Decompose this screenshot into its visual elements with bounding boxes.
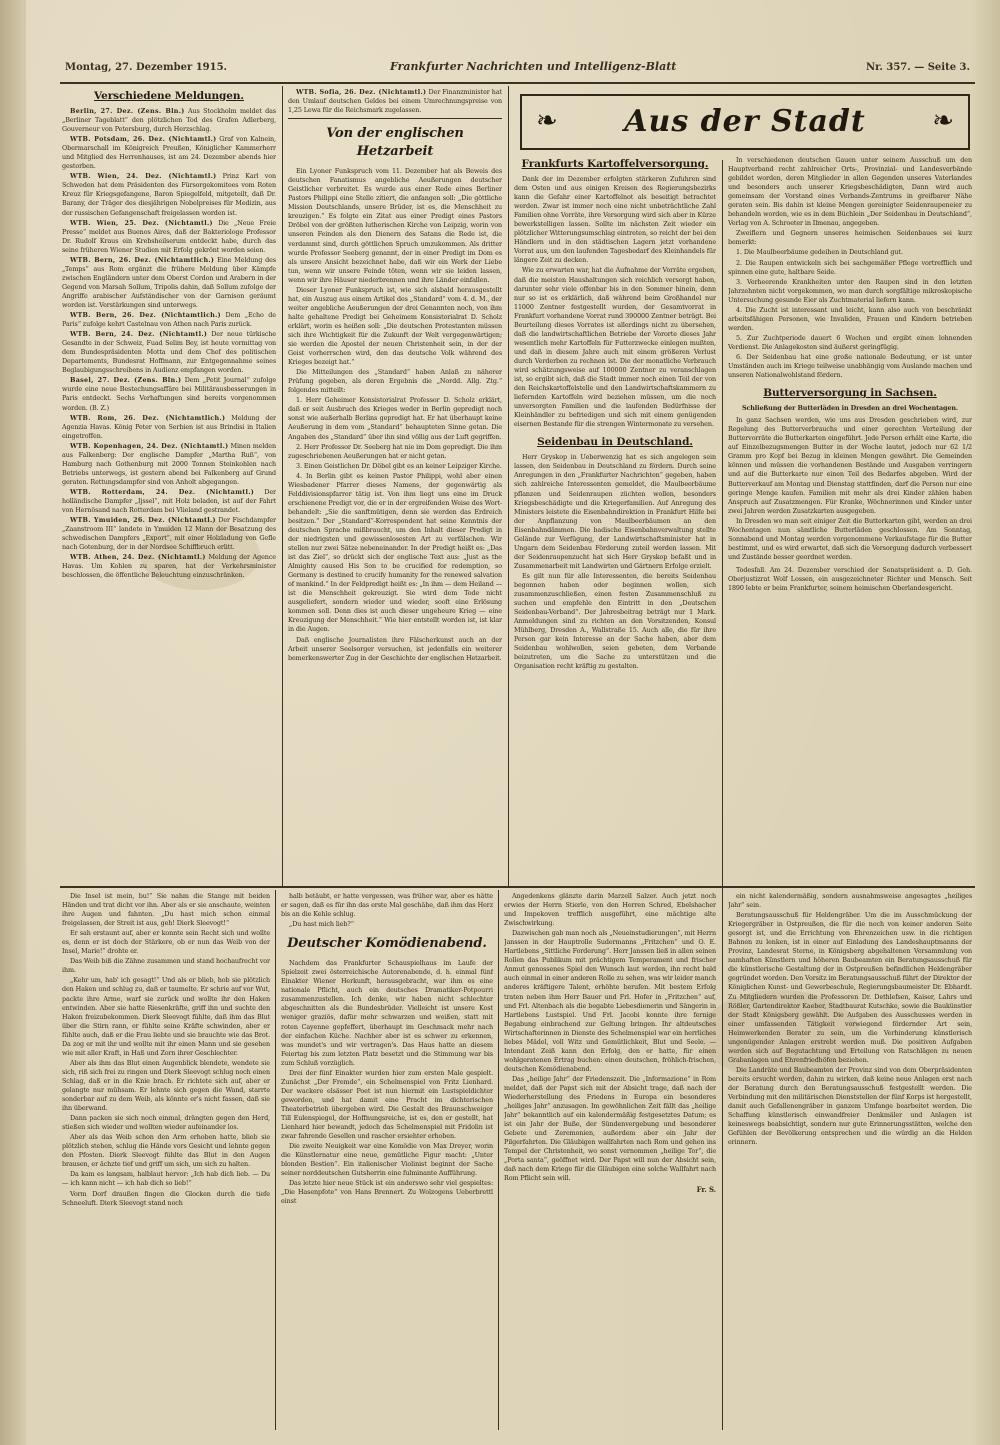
column-feuilleton-story <box>62 892 270 1432</box>
article-body <box>288 167 502 663</box>
story-quote: „Du hast mich lieb?“ <box>289 920 354 929</box>
news-item <box>62 311 276 329</box>
paragraph: Da kam es langsam, halblaut hervor: „Ich hab dich lieb. — Du — ich kann nicht — ich hab dich so lieb!“ <box>62 1170 270 1188</box>
horizontal-rule <box>60 886 975 888</box>
article-heading: Von der englischen Hetzarbeit <box>326 126 464 160</box>
paragraph: In ganz Sachsen werden, wie uns aus Dresden geschrieben wird, zur Regelung des Butterverbrauchs und einer gerechten Verteilung der Buttervorräte die Butterkarten eingeführt. Jede Person erhält eine Karte, die auf Einzelbezugsmengen Butter in der Woche lautet, jedoch nur 62 1/2 Gramm pro Kopf bei Bezug in kleinen Mengen gewährt. Die Gemeinden können und müssen die vorhandenen Bestände und Ausgaben verringern und auf die Butterkarte nur einen Teil des Bedarfes abgeben. Wird der Butterverkauf am Montag und Dienstag stattfinden, darf die Person nur eine geringe Menge kaufen. Familien mit mehr als drei Kinder zählen haben Anspruch auf Zusatzmengen. Für Kranke, Wöchnerinnen und Kinder unter zwei Jahren werden Zusatzkarten ausgegeben. <box>728 416 972 515</box>
paragraph: Nachdem das Frankfurter Schauspielhaus im Laufe der Spielzeit zwei österreichische Autorenabende, d. h. einmal fünf Einakter Wiener Herkunft, herausgebracht, war ihm es eine nationale Pflicht, auch ein deutsches Dramatiker-Potpourri zusammenzustellen. Ich denke, wir haben nicht schlechter abgeschnitten als die Bundesbrüder. Vielleicht ist unsere Kost weniger graziös, dafür mehr schwarzen und weißen, statt mit roten Cayenne gepfeffert, überhaupt im Geschmack mehr nach der einfachen Küche. Nachher aber ist es schwer zu erkennen, was mundet's und wir vertragen's. Das Haus hatte an diesem Feiertag bis zum letzten Platz besetzt und die Stimmung war bis zum Schluß vorzüglich. <box>281 959 493 1067</box>
column-komoedienabend-cont <box>504 892 716 1432</box>
paragraph: 4. Die Zucht ist interessant und leicht, kann also auch von beschränkt arbeitsfähigen Personen, wie Invaliden, Frauen und Kindern betrieben werden. <box>728 305 972 332</box>
paragraph: 4. In Berlin gibt es keinen Pastor Philippi, wohl aber einen Wiesbadener Pfarrer dieses Namens, der gegenwärtig als Felddivisionspfarrer tätig ist. Von ihm liegt uns eine im Druck erschienene Predigt vor, die er in der ergreifenden Weise des Wort-behandelt: „Sie die sanftmütigen, denn sie werden das Erdreich besitzen.“ Der „Standard“-Korrespondent hat seine Kenntnis der deutschen Sprache mißbraucht, um den Inhalt dieser Predigt in der niedrigsten und gewissenlosesten Art zu verfälschen. Wir stellen nur zwei Sätze nebeneinander. In der Predigt heißt es: „Das ist das Ziel“, so drückt sich der englische Text aus: „Just as the Almighty caused His Son to be crucified for redemption, so Germany is destined to crucify humanity for the renewed salvation of mankind.“ In der Feldpredigt heißt es: „In ihm — dem Heiland — ist die Menschheit gekreuzigt. Sie wird dem Tode nicht ausgeliefert, sondern wieder und wieder, sooft eine Erlösung kommen soll. Denn dies ist auch dieser ungeheure Krieg — eine Kreuzigung der Menschheit.“ Wie hier entstellt worden ist, ist klar in die Augen. <box>288 471 502 634</box>
paragraph: Die Landräte und Baubeamten der Provinz sind von dem Oberpräsidenten bereits ersucht worden, dahin zu wirken, daß keine neue Anlagen erst nach der Beratung durch den Beratungsausschuß festgestellt werden. Die Verbindung mit den militärischen Dienststellen der fünf Korps ist hergestellt, damit auch Gefallenengräber in ganzem Umfange bearbeitet werden. Die Schaffung künstlerisch einwandfreier Denkmäler und Anlagen ist keineswegs beabsichtigt, sondern nur gute Erinnerungsstätten, welche den Gefühlen der Bevölkerung entsprechen und die würdig an die Helden erinnern. <box>728 1065 972 1147</box>
column-rule <box>498 890 499 1430</box>
dateline: WTB. Kopenhagen, 24. Dez. (Nichtamtl.) <box>70 441 229 450</box>
paragraph: Es gilt nun für alle Interessenten, die bereits Seidenbau begonnen haben oder beginnen wollen, sich zusammenzuschließen, einen festen Zusammenschluß zu suchen und empfehle den Eintritt in den „Deutschen Seidenbau-Verband“. Der Jahresbeitrag beträgt nur 1 Mark. Anmeldungen sind zu richten an den Vorsitzenden, Konsul Mühlberg, Dresden A., Wallstraße 15. Auch alle, die für ihre Person gar kein Interesse an der Sache haben, aber dem Seidenbau wohlwollen, seien gebeten, dem Verbande beizutreten, um die Sache zu unterstützen und die Organisation recht kräftig zu gestalten. <box>514 571 716 671</box>
paragraph: Dazwischen gab man noch als „Neueinstudierungen“, mit Herrn Janssen in der Hauptrolle Sudermanns „Fritzchen“ und O. E. Hartlebens „Sittliche Forderung“. Herr Janssen ließ in allen seinen Rollen das Publikum mit prächtigem Temperament und frischer Anmut genossenes Spiel den Wunsch laut werden, ihn recht bald auch einmal in einer anderen Rolle zu sehen, was wir leider manch anderes kräftigere Talent, erhöhte berufen. Mit bestem Erfolg traten neben ihm Herr Bauer und Frl. Hofer in „Fritzchen“ auf, und Frl. Altenbach als die begabte Liebesdienerin und Sängerin in Hartlebens Lustspiel. Und Frl. Jacobi konnte ihre fernige Begabung einbrachend zur Geltung bringen. Ihr altdeutsches Wirtschafterinnen in Dienste des Schelmenspiel war ein herrliches liebes Mädel, voll Witz und Gemütlichkeit, Blut und Seele. — Intendant Zeiß kann den Erfolg, den er hatte, für einen wohlgeratenen Ertrag buchen: einen deutschen, fröhlich-frischen, deutschen Komödienabend. <box>504 929 716 1073</box>
column-stadt-1 <box>514 156 716 883</box>
paragraph: Die Mitteilungen des „Standard“ haben Anlaß zu näherer Prüfung gegeben, als deren Ergebnis die „Nordd. Allg. Ztg.“ folgendes mitteilt: <box>288 368 502 395</box>
paragraph: Dann packen sie sich noch einmal, drängten gegen den Herd, stießen sich wieder und wollten wieder aufeinander los. <box>62 1114 270 1132</box>
news-item-sofia <box>288 88 502 115</box>
dateline: WTB. Sofia, 26. Dez. (Nichtamtl.) <box>296 88 427 96</box>
article-subheading: Schließung der Butterläden in Dresden an drei Wochentagen. <box>741 404 959 413</box>
paragraph: 5. Zur Zuchtperiode dauert 6 Wochen und ergibt einen lohnenden Verdienst. Die Anlagekosten sind äußerst geringfügig. <box>728 333 972 351</box>
column-rule <box>275 890 276 1430</box>
ornament-icon: ❧ <box>932 106 954 136</box>
news-item <box>62 172 276 217</box>
dateline: WTB. Athen, 24. Dez. (Nichtamtl.) <box>70 553 206 562</box>
article-body <box>514 453 716 671</box>
article-body <box>504 892 716 1184</box>
dateline: WTB. Ymuiden, 26. Dez. (Nichtamtl.) <box>70 516 216 525</box>
paragraph: „Kehr um, hab' ich gesagt!“ Und als er blieb, hob sie plötzlich den Haken und schlug zu, daß er taumelte. Er schrie auf vor Wut, packte ihre Arme, warf sie zurück und wollte ihr den Haken entwinden. Aber sie hatte Riesenkräfte, griff ihn und suchte den Haken freizubekommen. Dierk Sleevogt fühlte, daß ihm das Blut über die Stirn rann, er fühlte seine Kräfte schwinden, aber er fühlte auch, daß er die Frau liebte und sie brauchte wie das Brot. Da zog er mit ihr und wollte mit ihr einen Mann und sie gesehen wie mit aller Kraft, in Haß und Zorn ihrer Geschlechter. <box>62 976 270 1057</box>
binding-edge <box>0 0 26 1445</box>
paragraph: 3. Einen Geistlichen Dr. Döbel gibt es an keiner Leipziger Kirche. <box>296 461 502 470</box>
news-text: Minen melden aus Falkenberg: Der englische Dampfer „Martha Ruß“, von Hamburg nach Gothenburg mit 2000 Tonnen Steinkohlen nach Betriebs unterwegs, ist gestern abend bei Falkenberg auf Grund geraten. Rettungsdampfer sind von Anholt abgegangen. <box>62 441 276 486</box>
paragraph: 2. Herr Professor Dr. Seeberg hat nie im Dom gepredigt. Die ihm zugeschriebenen Aeußerungen hat er nicht getan. <box>288 442 502 460</box>
article-heading: Frankfurts Kartoffelversorgung. <box>521 158 709 170</box>
ornament-icon: ❧ <box>536 106 558 136</box>
paragraph: Die Insel ist mein, bu!“ Sie nahm die Stange mit beiden Händen und trat dicht vor ihn. Aber als er sie anschaute, weinten ihre Augen und fahnten. „Du hast mich schon einmal freigelassen, der Streit ist aus, geh! Dierk Sleevogt!“ <box>62 892 270 928</box>
dateline: WTB. Bern, 26. Dez. (Nichtamtlich.) <box>70 255 215 264</box>
paragraph: Daß englische Journalisten ihre Fälscherkunst auch an der Arbeit unserer Seelsorger versuchen, ist jedenfalls ein weiterer bemerkenswerter Zug in der Geschichte der englischen Hetzarbeit. <box>288 635 502 662</box>
news-item <box>62 135 276 171</box>
news-item <box>62 442 276 487</box>
masthead <box>65 56 970 80</box>
dateline: WTB. Wien, 25. Dez. (Nichtamtl.) <box>70 218 213 227</box>
paragraph: Die zweite Neuigkeit war eine Komödie von Max Dreyer, worin die Künstlernatur eine neue, gemütliche Figur macht: „Unter blonden Bestien“. Ein italienischer Violinist beginnt der Sache seiner norddeutschen Gutsherrin eine fulminante Aufführung. <box>281 1142 493 1178</box>
masthead-date: Montag, 27. Dezember 1915. <box>65 62 228 73</box>
article-body <box>514 175 716 429</box>
dateline: WTB. Bern, 24. Dez. (Nichtamtl.) <box>70 330 208 339</box>
paragraph: 3. Verheerende Krankheiten unter den Raupen sind in den letzten Jahrzehnten nicht vorgekommen, wo man durch sorgfältige mikroskopische Untersuchung gesunde Eier als Zuchtmaterial liefern kann. <box>728 277 972 304</box>
column-stadt-2 <box>728 156 972 883</box>
story-continuation: halb betäubt, er hatte vergessen, was früher war, aber es hätte er sagen, daß es für ihn das erste Mal geschähe, daß ihm das Herz bis an die Kehle schlug. <box>281 892 493 919</box>
paragraph: 2. Die Raupen entwickeln sich bei sachgemäßer Pflege vortrefflich und spinnen eine gute, haltbare Seide. <box>728 258 972 276</box>
paragraph: Er sah erstaunt auf, aber er konnte sein Recht sich und wollte es, denn er ist doch der Stärkere, ob er nun das Weib von der Insel, Marie!“ drohte er. <box>62 929 270 956</box>
dateline: WTB. Wien, 24. Dez. (Nichtamtl.) <box>70 172 217 181</box>
paragraph: Herr Gryskop in Ueberwenzig hat es sich angelegen sein lassen, den Seidenbau in Deutschland zu fördern. Durch seine Anregungen in den „Frankfurter Nachrichten“ gegeben, haben sich zahlreiche Interessenten gemeldet, die Maulbeerbäume pflanzen und Seidenraupen züchten wollen, besonders Kriegsbeschädigte und die Kriegerfamilien. Auf Anregung des Ministers leistete die Eisenbahndirektion in Frankfurt Hilfe bei der Anpflanzung von Maulbeerbäumen an den Eisenbahndämmen. Die badische Eisenbahnverwaltung stellte Gelände zur Verfügung, der Landwirtschaftsminister hat in Ungarn dem Seidenbau Förderung zuteil werden lassen. Mit der Seidenraupenzucht hat sich Herr Gryskop befaßt und in Zusammenarbeit mit Landwirten und Gärtnern Erfolge erzielt. <box>514 453 716 570</box>
masthead-rule <box>60 82 975 84</box>
paragraph: Das Weib biß die Zähne zusammen und stand hochaufrecht vor ihm. <box>62 957 270 975</box>
paragraph: 1. Herr Geheimer Konsistorialrat Professor D. Scholz erklärt, daß er seit Ausbruch des Krieges weder in Berlin gepredigt noch sonst wie außerhalb Berlins gepredigt hat. Er hat überhaupt keine Aeußerung in dem vom „Standard“ behaupteten Sinne getan. Die Angaben des „Standard“ über ihn sind völlig aus der Luft gegriffen. <box>288 396 502 441</box>
column-heldengraeber <box>728 892 972 1432</box>
article-body <box>281 959 493 1206</box>
paragraph: Ein Lyoner Funkspruch vom 11. Dezember hat als Beweis des deutschen Fanatismus angebliche Aeußerungen deutscher Geistlicher verbreitet. Es wurde aus einer Rede eines Berliner Pastors Philippi eine Stelle zitiert, die anfangen soll: „Die göttliche Mission Deutschlands, unsere Brüder, ist es, die Menschheit zu kreuzigen.“ Es folgte ein Zitat aus einer Predigt eines Pastors Dröbel von der größten lutherischen Kirche von Leipzig, worin von unseren Feinden als den Dienern des Satans die Rede ist, die verdammt sind, durch göttlichen Spruch umzukommen. Als dritter wurde Professor Seeberg genannt, der in einer Predigt im Dom es als unsere Ansicht bezeichnet habe, daß wir ein Werk der Liebe tun, wenn wir unsere Feinde töten, wenn wir sie leiden lassen, wenn wir ihre Häuser niederbrennen und ihre Länder einfallen. <box>288 167 502 284</box>
news-item <box>62 219 276 255</box>
news-note: Todesfall. Am 24. Dezember verschied der Senatspräsident a. D. Geh. Oberjustizrat Wolf Lossen, ein ausgezeichneter Richter und Mensch. Seit 1890 lebte er beim Frankfurter, seinem heimischen Oberlandesgericht. <box>728 565 972 593</box>
dateline: Basel, 27. Dez. (Zens. Bln.) <box>70 376 182 385</box>
news-text: Eine Meldung des „Temps“ aus Rom ergänzt die frühere Meldung über Kämpfe zwischen Engländern unter dem Oberst Cordon und Arabern in der Gegend von Marsah Sollum, Tripolis dahin, daß Sollum zufolge der Angriffe arabischer Aufständischer von der Garnison geräumt worden ist. Verstärkungen sind unterwegs. <box>62 255 276 309</box>
news-text: Der Fischdampfer „Zaanstroom III“ landete in Ymuiden 12 Mann der Besatzung des schwedischen Dampfers „Export“, mit einer Holzladung von Gefle nach Gotenburg, der in der Nordsee Schiffbruch erlitt. <box>62 516 276 552</box>
column-komoedienabend <box>281 892 493 1432</box>
paragraph: ein nicht kalendermäßig, sondern ausnahmsweise angesagtes „heiliges Jahr“ sein. <box>728 892 972 910</box>
author-signature: Fr. S. <box>696 1184 716 1194</box>
dateline: WTB. Rotterdam, 24. Dez. (Nichtamtl.) <box>70 487 255 496</box>
paragraph: Zweiflern und Gegnern unseres heimischen Seidenbaues sei kurz bemerkt: <box>728 229 972 247</box>
news-item <box>62 516 276 552</box>
news-text: Dem „Echo de Paris“ zufolge kehrt Castelnau von Athen nach Paris zurück. <box>62 311 276 329</box>
dateline: Berlin, 27. Dez. (Zens. Bln.) <box>70 107 185 115</box>
article-heading: Deutscher Komödienabend. <box>287 936 487 952</box>
section-title: Aus der Stadt <box>624 104 866 139</box>
dateline: WTB. Bern, 26. Dez. (Nichtamtlich.) <box>70 311 221 320</box>
column-rule <box>508 86 509 886</box>
paragraph: Das „heilige Jahr“ der Friedenszeit. Die „Informazione“ in Rom meldet, daß der Papst sich mit der Absicht trage, daß nach der Wiederherstellung des Friedens in Europa ein besonderes „heiliges Jahr“ anzusagen. Im gewöhnlichen Zeit fällt das „heilige Jahr“ bekanntlich auf ein kalendermäßig festgesetztes Datum; es ist ein Jahr der Buße, der Sündenvergebung und besonderer Gebete und Zeremonien, außerdem aber ein Jahr der Pilgerfahrten. Die Gläubigen wallfahrten nach Rom und gehen ins Tempel der Christenheit, wo sonst vernommen „heilige Tor“, die „Porta santa“, geöffnet wird. Der Papst will nun der Absicht sein, daß nach dem Kriege für die Gläubigen eine solche Wallfahrt nach Rom Pflicht sein will. <box>504 1074 716 1183</box>
paragraph: Wie zu erwarten war, hat die Aufnahme der Vorräte ergeben, daß die meisten Haushaltungen sich reichlich versorgt haben, darunter sehr viele offenbar bis in den Sommer hinein, denn nur so ist es erklärlich, daß während beim Großhandel nur 11000 Zentner festgestellt wurden, der Gesamtvorrat in Frankfurt vorhandene Vorrat rund 390000 Zentner beträgt. Bei Beurteilung dieses Vorrates ist allerdings nicht zu übersehen, daß die landwirtschaftlichen Betriebe der Vororte dieses Jahr wesentlich mehr Kartoffeln für Futterzwecke einlegen mußten, und daß in diesem Jahre auch mit einem größeren Verlust durch Verderben zu rechnen ist. Die der monatliche Verbrauch wird schätzungsweise auf 100000 Zentner zu veranschlagen ist, so ergibt sich, daß die Stadt immer noch einen Teil der von den Reichskartoffelstelle und den Landwirtschaftskammern zu liefernden Kartoffeln wird beziehen müssen, um die noch unversorgten Familien und die laufenden Bedürfnisse der Kleinhändler zu befriedigen und sich mit einem genügenden eisernen Bestande für die strengen Wintermonate zu versehen. <box>514 266 716 429</box>
news-item <box>62 376 276 412</box>
article-heading: Butterversorgung in Sachsen. <box>763 387 937 400</box>
news-item <box>62 553 276 580</box>
paragraph: In Dresden wo man seit einiger Zeit die Butterkarten gibt, werden an drei Wochentagen nun sämtliche Butterläden geschlossen. Am Sonntag, Sonnabend und Montag werden vorgenommene Verkaufstage für die Butter bestimmt, und es wird erwartet, daß sich die Versorgung dadurch verbessert und Zustände besser geordnet werden. <box>728 516 972 561</box>
masthead-paper-name: Frankfurter Nachrichten und Intelligenz-Blatt <box>390 60 677 73</box>
news-item <box>62 488 276 515</box>
news-item <box>62 414 276 441</box>
news-text: Prinz Karl von Schweden hat dem Präsidenten des Fürsorgekomitees vom Roten Kreuz für Kriegsgefangene, Baron Spiegelfeld, mitgeteilt, daß Dr. Barany, der Träger des diesjährigen Nobelpreises für Medizin, aus der russischen Gefangenschaft freigelassen worden ist. <box>62 172 276 217</box>
news-text: Meldung der Agenzia Havas. König Peter von Serbien ist aus Brindisi in Italien eingetroffen. <box>62 413 276 440</box>
paragraph: Aber als das Weib schon den Arm erhoben hatte, blieb sie plötzlich stehen, schlug die Hände vors Gesicht und lehnte gegen den Pfosten. Dierk Sleevogt fühlte das Blut in den Augen brausen, er ächzte tief und griff um sich, um sich zu halten. <box>62 1133 270 1169</box>
news-text: Meldung der Agence Havas. Um Kohlen zu sparen, hat der Verkehrsminister beschlossen, die öffentliche Beleuchtung einzuschränken. <box>62 553 276 580</box>
dateline: WTB. Rom, 26. Dez. (Nichtamtlich.) <box>70 413 226 422</box>
article-heading: Seidenbau in Deutschland. <box>537 436 693 449</box>
news-text: Der Finanzminister hat den Umlauf deutschen Geldes bei einem Umrechnungspreise von 1,25 Lewa für die Reichsmark zugelassen. <box>288 88 502 115</box>
news-item <box>62 107 276 134</box>
paragraph: Drei der fünf Einakter wurden hier zum ersten Male gespielt. Zunächst „Der Fremde“, ein Schelmenspiel von Fritz Lienhard. Der wackere elsässer Poet ist nun hiermit ein Lustspieldichter geworden, und hat damit eine Pracht im dichterischen Theaterbetrieb übergeben wird. Die Gestalt des Braunschweiger Till Eulenspiegel, der Hoffnungsreiche, ist es, den er gestellt, hat Lienhard hier bewandt, jedoch das Schelmenspiel mit Fridolin ist zwar fahrende Gesellen und rascher ersiehter erhoben. <box>281 1068 493 1141</box>
column-rule <box>722 890 723 1430</box>
paragraph: Vorm Dorf draußen fingen die Glocken durch die tiefe Schneeluft. Dierk Sleevogt stand noch <box>62 1189 270 1207</box>
news-text: Der neue türkische Gesandte in der Schweiz, Fuad Selim Bey, ist heute vormittag von dem Bundespräsidenten Motta und dem Chef des politischen Departements, Bundesrat Hoffmann, zur Entgegennahme seines Beglaubigungsschreibens in Audienz empfangen worden. <box>62 330 276 375</box>
paragraph: 6. Der Seidenbau hat eine große nationale Bedeutung, er ist unter Umständen auch im Kriege teilweise unabhängig vom Auslande machen und unseren Nationalwohlstand fördern. <box>728 352 972 380</box>
article-body <box>728 416 972 562</box>
section-heading: Verschiedene Meldungen. <box>94 90 244 102</box>
news-item <box>62 256 276 310</box>
article-body <box>728 892 972 1147</box>
column-rule <box>722 160 723 890</box>
divider <box>288 118 502 119</box>
news-text: Graf von Kalnein, Obermarschall im Königreich Preußen, Königlicher Kammerherr und Mitglied des Herrenhauses, ist am 24. Dezember abends hier gestorben. <box>62 135 276 171</box>
dateline: WTB. Potsdam, 26. Dez. (Nichtamtl.) <box>70 135 217 144</box>
news-items <box>62 107 276 580</box>
column-englische-hetzarbeit <box>288 88 502 883</box>
article-body <box>728 156 972 380</box>
paragraph: 1. Die Maulbeerbäume gedeihen in Deutschland gut. <box>736 248 903 257</box>
paragraph: Angedenkens glänzte darin Marzell Salzer. Auch jetzt noch erwies der Herrn Stierle, von den Herren Schred, Ebelshacher und Impekoven trefflich ausgeführt, eine mächtige alte Zwischwirkung. <box>504 892 716 928</box>
paragraph: Aber als ihm das Blut einen Augenblick blendete, wendete sie sich, riß sich frei zu ringen und Dierk Sleevogt schlug noch einen Schlag, daß er in die Knie brach. Er richtete sich auf, aber er gelangte nur mühsam. Er lehnte sich gegen die Wand, starrte sonderbar auf zu dem Weib, als könnte er's nicht fassen, daß sie ihn überwand. <box>62 1058 270 1113</box>
news-item <box>62 330 276 375</box>
paragraph: Beratungsausschuß für Heldengräber. Um die im Ausschmückung der Kriegergräber in Ostpreußen, die für die noch von keiner anderen Seite gesorgt ist, und die Errichtung von Ehrenzeichen usw. in die richtigen Bahnen zu lenken, ist in einer auf Einladung des Landeshauptmanns der Provinz, Landesrat Sterne, in Königsberg abgehaltenen Versammlung von namhaften Künstlern und höheren Baubeamten ein Beratungsausschuß für die künstlerische Gestaltung der in Ostpreußen befindlichen Heldengräber gegründet worden. Den Vorsitz im Beratungsausschuß führt der Direktor der Königlichen Kunst- und Gewerbeschule, Regierungsbaumeister Dr. Ebhardt. Zu Mitgliedern wurden die Professoren Dr. Dethlefsen, Kaiser, Lahrs und Rößler, Gartendirektor Kaeber, Stadtbaurat Kutschke, sowie die Baukünstler der Stadt Königsberg gewählt. Die Aufgaben des Ausschusses werden in einer umfassenden Tätigkeit vorwiegend fördernder Art sein, Heimwerkenden Berater zu sein, um die Verhinderung künstlerisch ungenügender Anlagen erstrebt werden muß. Die positiven Aufgaben werden sich auf Begutachtung und Erteilung von Ratschlägen zu neuen Grabanlagen und Ehrenfriedhöfen beziehen. <box>728 911 972 1064</box>
paragraph: Dieser Lyoner Funkspruch ist, wie sich alsbald herausgestellt hat, ein Auszug aus einem Artikel des „Standard“ vom 4. d. M., der weiter angebliche Aeußerungen der drei Genannten noch, von ihm halte gehaltene Predigt bei Geheimem Konsistorialrat D. Scholz erklärt, worin es heißen soll: „Die deutschen Protestanten müssen sich ihre Wichtigkeit für die Zukunft der Welt vergegenwärtigen; sie werden die Apostel der neuen Christenheit sein, in der der Geist vorherrschen wird, den das deutsche Volk während des Krieges bezeigt hat.“ <box>288 285 502 367</box>
column-rule <box>282 86 283 886</box>
paragraph: Das letzte hier neue Stück ist ein anderswo sehr viel gespieltes: „Die Hasenpfote“ von Hans Brennert. Zu Wolzogens Ueberbrettl einst <box>281 1179 493 1206</box>
section-banner <box>520 94 970 150</box>
story-body <box>62 892 270 1208</box>
paragraph: Dank der im Dezember erfolgten stärkeren Zufuhren sind dem Osten und aus einigen Kreisen des Regierungsbezirks kann die Gefahr einer Kartoffelnot als beseitigt betrachtet werden. Zwar ist immer noch eine nicht unbeträchtliche Zahl Familien ohne Vorräte, ihre Versorgung wird sich aber in Kürze bewerkstelligen lassen. Sollte im nächsten Zeit wieder ein plötzlicher Witterungsumschlag eintreten, so reicht der bei den Händlern und in den städtischen Lagern jetzt vorhandene Vorrat aus, um den laufenden Tagesbedarf des Kleinhandels für längere Zeit zu decken. <box>514 175 716 265</box>
column-verschiedene-meldungen <box>62 88 276 883</box>
news-text: Aus Stockholm meldet das „Berliner Tageblatt“ den plötzlichen Tod des Grafen Adlerberg, Gouverneur von Petersburg, durch Herzschlag. <box>62 107 276 134</box>
news-text: Die „Neue Freie Presse“ meldet aus Buenos Aires, daß der Bakteriologe Professor Dr. Rudolf Kraus ein Krebsheilserum entdeckt habe, durch das seine früheren Wiener Studien mit Erfolg gekrönt worden seien. <box>62 218 276 254</box>
news-text: Dem „Petit Journal“ zufolge wurde eine neue Bestechungsaffäre bei Militärausbesserungen in Paris entdeckt. Sechs Verhaftungen sind bereits vorgenommen worden. (B. Z.) <box>62 376 276 412</box>
news-text: Der holländische Dampfer „Ijssel“, mit Holz beladen, ist auf der Fahrt von Hernösand nach Rotterdam bei Vlieland gestrandet. <box>62 487 276 515</box>
paragraph: In verschiedenen deutschen Gauen unter seinem Ausschuß um den Hauptverband recht zahlreicher Orts-, Provinzial- und Landesverbände gebildet worden, deren Mitglieder in allen Gegenden unseres Vaterlandes und besonders auch unserer Kriegsbeschädigten, Dann wird auch gemeinsam der Vorstand eines Verbands-Zentrums in greifbarer Nähe geraten sein. Bis dahin ist kleine Mengen gereinigter Seidenraupeneier zu behandeln worden, wie es in dem Büchlein „Der Seidenbau in Deutschland“, Verlag von A. Schroeter in Ilmenau, angegeben. <box>728 156 972 228</box>
masthead-page-number: Nr. 357. — Seite 3. <box>865 62 970 73</box>
